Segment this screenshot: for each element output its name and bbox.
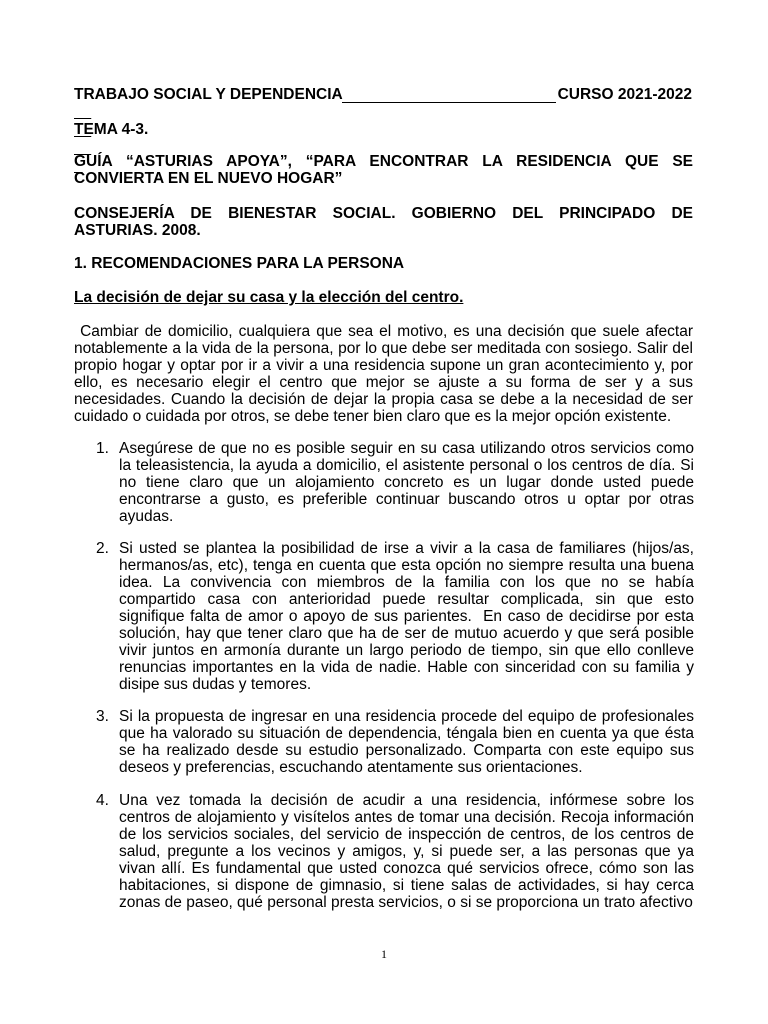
list-text: Asegúrese de que no es posible seguir en su casa utilizando otros servicios como la teleasistencia, la ayuda a domicilio, el asistente personal o los centros de día. Si no tiene claro que un alojamiento concreto es un lugar donde usted puede encontrarse a gusto, es preferible continuar buscando otros u optar por otras ayudas. — [119, 440, 694, 525]
document-header — [74, 86, 692, 106]
list-number: 2. — [96, 540, 109, 557]
tema-label: TEMA 4-3. — [74, 121, 149, 138]
list-number: 4. — [96, 792, 109, 809]
subheading: La decisión de dejar su casa y la elección del centro. — [74, 289, 464, 306]
list-number: 1. — [96, 440, 109, 457]
guide-title: GUÍA “ASTURIAS APOYA”, “PARA ENCONTRAR LA RESIDENCIA QUE SE CONVIERTA EN EL NUEVO HOGAR” — [74, 153, 693, 187]
list-number: 3. — [96, 708, 109, 725]
course-year: CURSO 2021-2022 — [557, 86, 692, 103]
list-text: Si la propuesta de ingresar en una residencia procede del equipo de profesionales que ha valorado su situación de dependencia, téngala bien en cuenta ya que ésta se ha realizado desde su estudio personalizado. Comparta con este equipo sus deseos y preferencias, escuchando atentamente sus orientaciones. — [119, 708, 694, 776]
course-title: TRABAJO SOCIAL Y DEPENDENCIA — [74, 86, 343, 103]
list-text: Una vez tomada la decisión de acudir a una residencia, infórmese sobre los centros de alojamiento y visítelos antes de tomar una decisión. Recoja información de los servicios sociales, del servicio de inspección de centros, de los centros de salud, pregunte a los vecinos y amigos, y, si puede ser, a las personas que ya vivan allí. Es fundamental que usted conozca qué servicios ofrece, cómo son las habitaciones, si dispone de gimnasio, si tiene salas de actividades, si hay cerca zonas de paseo, qué personal presta servicios, o si se proporciona un trato afectivo — [119, 792, 694, 911]
list-text: Si usted se plantea la posibilidad de irse a vivir a la casa de familiares (hijos/as, hermanos/as, etc), tenga en cuenta que esta opción no siempre resulta una buena idea. La convivencia con miembros de la familia con los que no se había compartido casa con anterioridad puede resultar complicada, sin que esto signifique falta de amor o apoyo de sus parientes. En caso de decidirse por esta solución, hay que tener claro que ha de ser de mutuo acuerdo y que será posible vivir juntos en armonía durante un largo periodo de tiempo, sin que ello conlleve renuncias importantes en la vida de nadie. Hable con sinceridad con su familia y disipe sus dudas y temores. — [119, 540, 699, 693]
publisher-line: CONSEJERÍA DE BIENESTAR SOCIAL. GOBIERNO DEL PRINCIPADO DE ASTURIAS. 2008. — [74, 205, 693, 239]
section-heading: 1. RECOMENDACIONES PARA LA PERSONA — [74, 255, 405, 272]
header-underline-gap — [342, 102, 556, 103]
intro-paragraph: Cambiar de domicilio, cualquiera que sea el motivo, es una decisión que suele afectar notablemente a la vida de la persona, por lo que debe ser meditada con sosiego. Salir del propio hogar y optar por ir a vivir a una residencia supone un gran acontecimiento y, por ello, es necesario elegir el centro que mejor se ajuste a su forma de ser y a sus necesidades. Cuando la decisión de dejar la propia casa se debe a la necesidad de ser cuidado o cuidada por otros, se debe tener bien claro que es la mejor opción existente. — [74, 323, 698, 425]
page-number: 1 — [381, 947, 387, 961]
